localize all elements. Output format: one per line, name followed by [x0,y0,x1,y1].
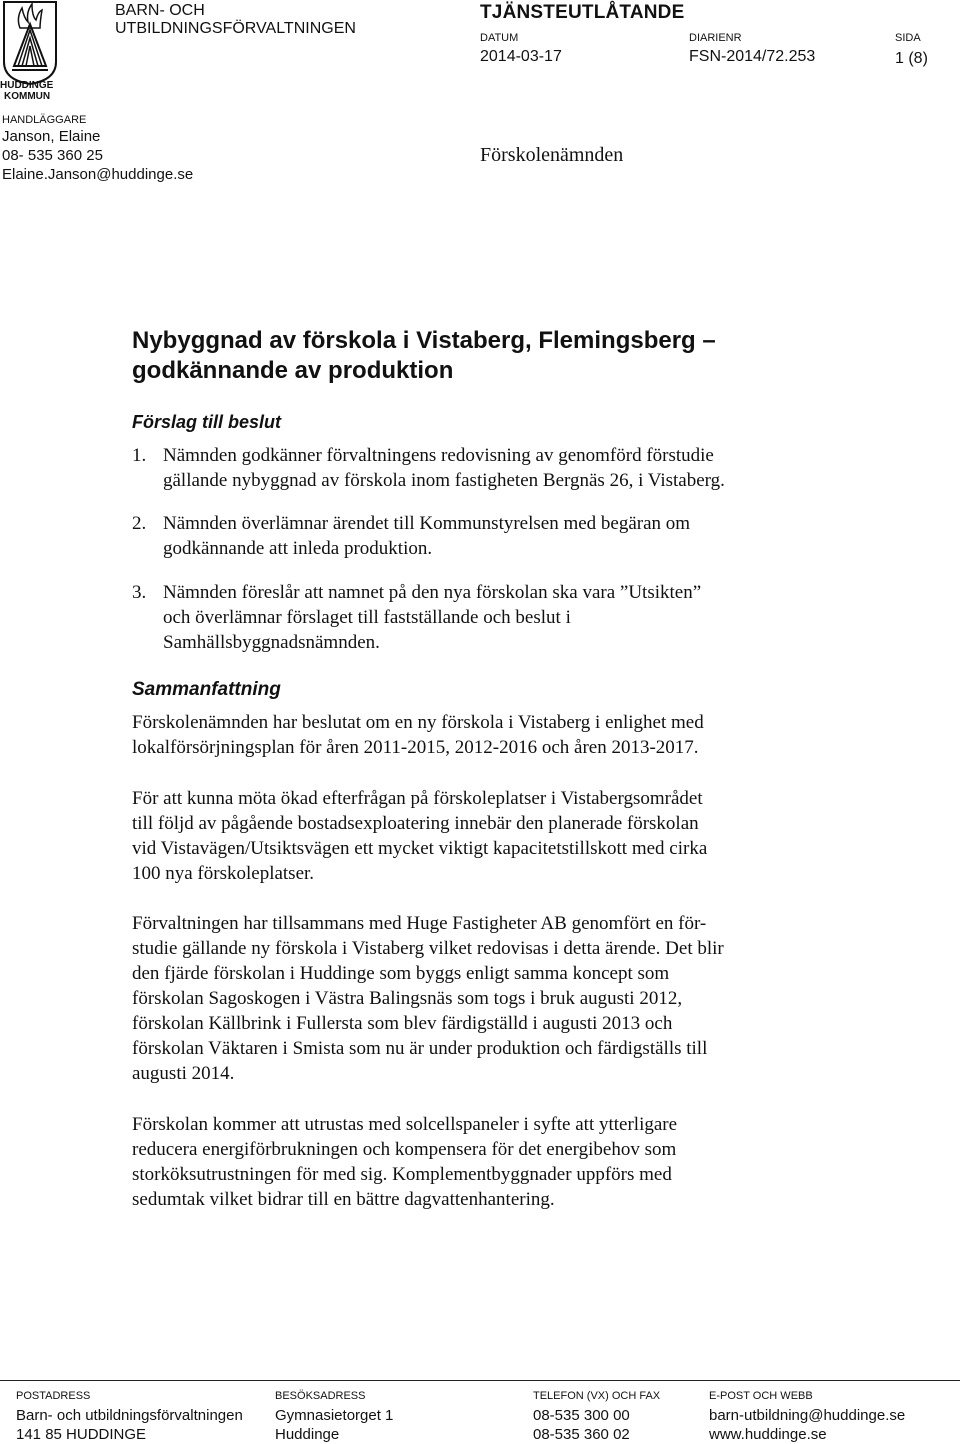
item-line: Nämnden godkänner förvaltningens redovisning av genomförd förstudie [163,445,714,466]
document-title [132,326,832,386]
paragraph-line: förskolan Sagoskogen i Västra Balingsnäs som togs i bruk augusti 2012, [132,988,683,1009]
item-line: Nämnden överlämnar ärendet till Kommunstyrelsen med begäran om [163,513,691,534]
paragraph-line: reducera energiförbrukningen och kompensera för det energibehov som [132,1139,677,1160]
title-line-2: godkännande av produktion [132,357,454,384]
besoksadress-line: Huddinge [275,1426,340,1443]
paragraph-line: augusti 2014. [132,1063,235,1084]
document-type: TJÄNSTEUTLÅTANDE [480,2,685,23]
footer-postadress [16,1390,243,1444]
org-line-1: BARN- OCH [115,2,205,19]
paragraph-line: storköksutrustningen för med sig. Komplementbyggnader uppförs med [132,1164,672,1185]
footer-epost [709,1390,905,1444]
postadress-line: 141 85 HUDDINGE [16,1426,147,1443]
sida-label: SIDA [895,32,921,44]
item-number: 3. [132,582,147,603]
paragraph-line: lokalförsörjningsplan för åren 2011-2015, 2012-2016 och åren 2013-2017. [132,737,699,758]
item-line: och överlämnar förslaget till fastställande och beslut i [163,607,571,628]
handler-name: Janson, Elaine [2,128,101,145]
epost-link[interactable]: barn-utbildning@huddinge.se [709,1407,906,1424]
logo-text-huddinge: HUDDINGE [0,80,54,91]
item-number: 2. [132,513,147,534]
paragraph-line: Förvaltningen har tillsammans med Huge Fastigheter AB genomfört en för- [132,913,707,934]
datum-label: DATUM [480,32,519,44]
title-line-1: Nybyggnad av förskola i Vistaberg, Flemingsberg – [132,327,716,354]
web-link[interactable]: www.huddinge.se [709,1426,827,1443]
handler-label: HANDLÄGGARE [2,114,87,126]
sida-value: 1 (8) [895,50,928,67]
datum-value: 2014-03-17 [480,48,562,65]
proposal-item [132,580,812,655]
summary-paragraph [132,710,822,760]
paragraph-line: förskolan Väktaren i Smista som nu är under produktion och färdigställs till [132,1038,708,1059]
handler-email: Elaine.Janson@huddinge.se [2,166,194,183]
logo-text-kommun: KOMMUN [4,91,51,102]
telefon-line: 08-535 360 02 [533,1426,630,1443]
huddinge-logo [0,0,64,104]
item-number: 1. [132,445,147,466]
org-line-2: UTBILDNINGSFÖRVALTNINGEN [115,20,356,37]
recipient: Förskolenämnden [480,144,624,166]
summary-paragraph [132,911,822,1086]
page-footer [0,1380,960,1442]
paragraph-line: den fjärde förskolan i Huddinge som byggs enligt samma koncept som [132,963,670,984]
besoksadress-line: Gymnasietorget 1 [275,1407,394,1424]
paragraph-line: studie gällande ny förskola i Vistaberg vilket redovisas i detta ärende. Det blir [132,938,724,959]
org-name [115,2,356,38]
paragraph-line: vid Vistavägen/Utsiktsvägen ett mycket viktigt kapacitetstillskott med cirka [132,838,708,859]
paragraph-line: Förskolenämnden har beslutat om en ny förskola i Vistaberg i enlighet med [132,712,704,733]
paragraph-line: sedumtak vilket bidrar till en bättre dagvattenhantering. [132,1189,555,1210]
footer-telefon [533,1390,660,1444]
paragraph-line: förskolan Källbrink i Fullersta som blev färdigställd i augusti 2013 och [132,1013,673,1034]
item-line: godkännande att inleda produktion. [163,538,433,559]
epost-label: E-POST OCH WEBB [709,1390,813,1402]
postadress-line: Barn- och utbildningsförvaltningen [16,1407,243,1424]
summary-paragraph [132,1112,822,1212]
proposal-heading: Förslag till beslut [132,412,282,432]
item-line: gällande nybyggnad av förskola inom fastigheten Bergnäs 26, i Vistaberg. [163,470,725,491]
handler-block [2,114,193,184]
telefon-line: 08-535 300 00 [533,1407,630,1424]
besoksadress-label: BESÖKSADRESS [275,1390,366,1402]
paragraph-line: För att kunna möta ökad efterfrågan på förskoleplatser i Vistabergsområdet [132,788,703,809]
proposal-item [132,443,812,493]
diarienr-value: FSN-2014/72.253 [689,48,816,65]
summary-heading: Sammanfattning [132,679,281,700]
item-line: Samhällsbyggnadsnämnden. [163,632,380,653]
paragraph-line: 100 nya förskoleplatser. [132,863,315,884]
proposal-item [132,511,812,561]
handler-phone: 08- 535 360 25 [2,147,103,164]
paragraph-line: till följd av pågående bostadsexploatering innebär den planerade förskolan [132,813,699,834]
summary-paragraph [132,786,822,886]
footer-divider [0,1380,960,1381]
postadress-label: POSTADRESS [16,1390,91,1402]
paragraph-line: Förskolan kommer att utrustas med solcellspaneler i syfte att ytterligare [132,1114,678,1135]
footer-besoksadress [275,1390,393,1444]
telefon-label: TELEFON (VX) OCH FAX [533,1390,661,1402]
item-line: Nämnden föreslår att namnet på den nya förskolan ska vara ”Utsikten” [163,582,702,603]
diarienr-label: DIARIENR [689,32,742,44]
